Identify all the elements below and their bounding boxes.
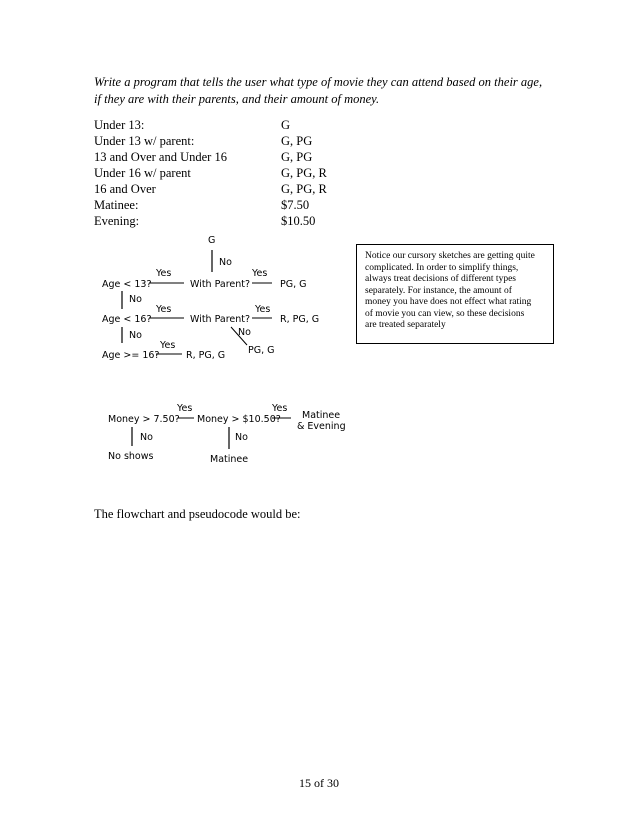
- yes-label: Yes: [252, 268, 268, 279]
- age-decision-sketch: [102, 235, 319, 361]
- rating-label: Evening:: [94, 214, 140, 228]
- rating-label: Under 13:: [94, 118, 145, 132]
- note-line: of movie you can view, so these decisions: [365, 308, 525, 319]
- no-label: No: [238, 327, 251, 338]
- with-parent-decision: With Parent?: [190, 314, 251, 325]
- yes-label: Yes: [177, 403, 193, 414]
- note-line: always treat decisions of different types: [365, 274, 516, 284]
- top-result-g: G: [208, 235, 216, 246]
- result-pg-g-2: PG, G: [248, 345, 275, 356]
- note-box: [356, 244, 554, 344]
- rating-value: $7.50: [281, 198, 310, 212]
- money-gt-750-decision: Money > 7.50?: [108, 414, 180, 425]
- age-lt-16-decision: Age < 16?: [102, 314, 152, 325]
- rating-label: Matinee:: [94, 198, 139, 212]
- rating-value: G, PG, R: [281, 166, 327, 180]
- yes-label: Yes: [160, 340, 176, 351]
- result-matinee: Matinee: [210, 454, 249, 465]
- rating-label: Under 13 w/ parent:: [94, 134, 195, 148]
- result-matinee-evening-line1: Matinee: [302, 410, 341, 421]
- age-lt-13-decision: Age < 13?: [102, 279, 152, 290]
- intro-line-2: if they are with their parents, and their amount of money.: [94, 92, 380, 106]
- result-matinee-evening-line2: & Evening: [297, 421, 346, 432]
- no-label: No: [129, 330, 142, 341]
- page-number: 15 of 30: [299, 776, 339, 790]
- age-ge-16-decision: Age >= 16?: [102, 350, 160, 361]
- note-line: separately. For instance, the amount of: [365, 285, 512, 296]
- money-decision-sketch: [108, 403, 346, 465]
- yes-label: Yes: [156, 304, 172, 315]
- rating-value: $10.50: [281, 214, 316, 228]
- note-line: money you have does not effect what rating: [365, 297, 532, 307]
- result-r-pg-g: R, PG, G: [280, 314, 320, 325]
- no-label: No: [140, 432, 153, 443]
- rating-label: Under 16 w/ parent: [94, 166, 191, 180]
- note-line: complicated. In order to simplify things,: [365, 262, 519, 273]
- rating-value: G: [281, 118, 291, 132]
- with-parent-decision: With Parent?: [190, 279, 251, 290]
- note-line: Notice our cursory sketches are getting quite: [365, 251, 535, 261]
- rating-value: G, PG: [281, 150, 313, 164]
- yes-label: Yes: [255, 304, 271, 315]
- rating-value: G, PG, R: [281, 182, 327, 196]
- yes-label: Yes: [272, 403, 288, 414]
- no-label: No: [129, 294, 142, 305]
- rating-label: 16 and Over: [94, 182, 156, 196]
- result-pg-g: PG, G: [280, 279, 307, 290]
- yes-label: Yes: [156, 268, 172, 279]
- rating-value: G, PG: [281, 134, 313, 148]
- closing-text: The flowchart and pseudocode would be:: [94, 507, 301, 521]
- note-line: are treated separately: [365, 320, 446, 330]
- result-no-shows: No shows: [108, 451, 154, 462]
- result-r-pg-g: R, PG, G: [186, 350, 226, 361]
- rating-label: 13 and Over and Under 16: [94, 150, 227, 164]
- no-label: No: [219, 257, 232, 268]
- money-gt-1050-decision: Money > $10.50?: [197, 414, 281, 425]
- no-label: No: [235, 432, 248, 443]
- intro-line-1: Write a program that tells the user what type of movie they can attend based on their age,: [94, 75, 543, 89]
